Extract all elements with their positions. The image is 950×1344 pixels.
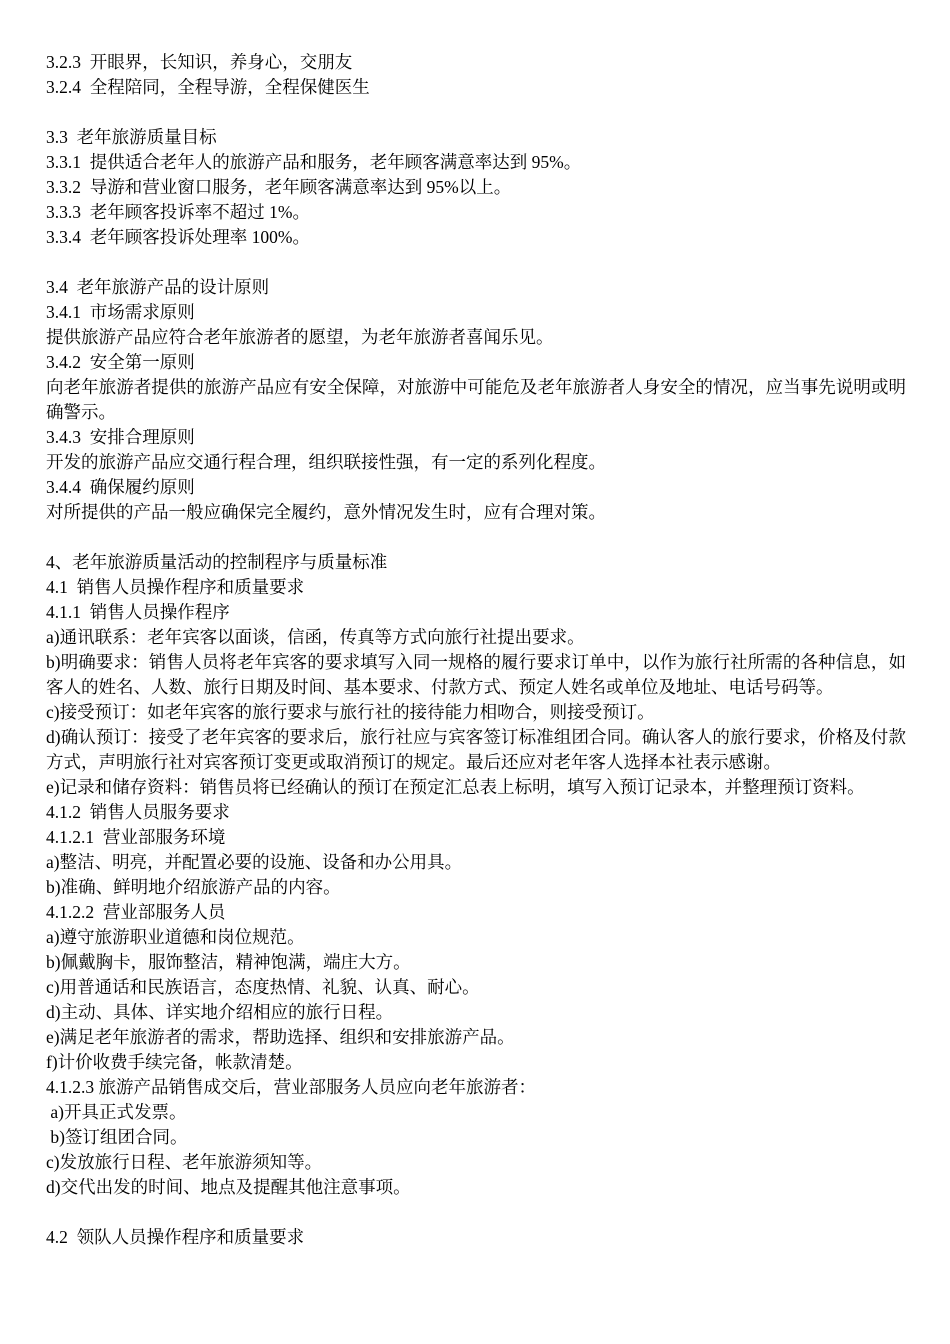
list-item-4-1-1-e: e)记录和储存资料：销售员将已经确认的预订在预定汇总表上标明，填写入预订记录本，并整理预订资料。 xyxy=(46,777,865,797)
blank-line xyxy=(46,1200,906,1225)
blank-line xyxy=(46,525,906,550)
blank-line xyxy=(46,100,906,125)
heading-3-4: 3.4 老年旅游产品的设计原则 xyxy=(46,277,270,297)
section-3-3-4: 3.3.4 老年顾客投诉处理率 100%。 xyxy=(46,227,310,247)
list-item-4-1-2-2-b: b)佩戴胸卡，服饰整洁，精神饱满，端庄大方。 xyxy=(46,952,411,972)
heading-4-1-2-3: 4.1.2.3 旅游产品销售成交后，营业部服务人员应向老年旅游者： xyxy=(46,1077,536,1097)
list-item-4-1-2-1-b: b)准确、鲜明地介绍旅游产品的内容。 xyxy=(46,877,341,897)
paragraph-3-4-3: 开发的旅游产品应交通行程合理，组织联接性强，有一定的系列化程度。 xyxy=(46,452,606,472)
heading-3-4-4: 3.4.4 确保履约原则 xyxy=(46,477,195,497)
section-3-3-3: 3.3.3 老年顾客投诉率不超过 1%。 xyxy=(46,202,310,222)
list-item-4-1-2-1-a: a)整洁、明亮，并配置必要的设施、设备和办公用具。 xyxy=(46,852,463,872)
section-3-3-2: 3.3.2 导游和营业窗口服务，老年顾客满意率达到 95%以上。 xyxy=(46,177,512,197)
list-item-4-1-2-3-d: d)交代出发的时间、地点及提醒其他注意事项。 xyxy=(46,1177,411,1197)
list-item-4-1-2-2-d: d)主动、具体、详实地介绍相应的旅行日程。 xyxy=(46,1002,394,1022)
heading-4-2: 4.2 领队人员操作程序和质量要求 xyxy=(46,1227,305,1247)
heading-4-1-2-1: 4.1.2.1 营业部服务环境 xyxy=(46,827,226,847)
blank-line xyxy=(46,250,906,275)
paragraph-3-4-4: 对所提供的产品一般应确保完全履约，意外情况发生时，应有合理对策。 xyxy=(46,502,606,522)
paragraph-3-4-2: 向老年旅游者提供的旅游产品应有安全保障，对旅游中可能危及老年旅游者人身安全的情况，应当事先说明或明确警示。 xyxy=(46,377,906,422)
heading-3-4-1: 3.4.1 市场需求原则 xyxy=(46,302,195,322)
list-item-4-1-2-2-c: c)用普通话和民族语言，态度热情、礼貌、认真、耐心。 xyxy=(46,977,480,997)
list-item-4-1-1-a: a)通讯联系：老年宾客以面谈，信函，传真等方式向旅行社提出要求。 xyxy=(46,627,585,647)
heading-4-1: 4.1 销售人员操作程序和质量要求 xyxy=(46,577,305,597)
heading-3-3: 3.3 老年旅游质量目标 xyxy=(46,127,217,147)
heading-4: 4、老年旅游质量活动的控制程序与质量标准 xyxy=(46,552,388,572)
document-page xyxy=(46,50,906,1250)
list-item-4-1-1-b: b)明确要求：销售人员将老年宾客的要求填写入同一规格的履行要求订单中，以作为旅行社所需的各种信息，如客人的姓名、人数、旅行日期及时间、基本要求、付款方式、预定人姓名或单位及地址、电话号码等。 xyxy=(46,652,906,697)
paragraph-3-4-1: 提供旅游产品应符合老年旅游者的愿望，为老年旅游者喜闻乐见。 xyxy=(46,327,554,347)
heading-3-4-3: 3.4.3 安排合理原则 xyxy=(46,427,195,447)
section-3-3-1: 3.3.1 提供适合老年人的旅游产品和服务，老年顾客满意率达到 95%。 xyxy=(46,152,582,172)
list-item-4-1-2-3-a: a)开具正式发票。 xyxy=(46,1102,187,1122)
list-item-4-1-2-2-f: f)计价收费手续完备，帐款清楚。 xyxy=(46,1052,303,1072)
list-item-4-1-1-c: c)接受预订：如老年宾客的旅行要求与旅行社的接待能力相吻合，则接受预订。 xyxy=(46,702,655,722)
heading-4-1-1: 4.1.1 销售人员操作程序 xyxy=(46,602,230,622)
list-item-4-1-2-3-c: c)发放旅行日程、老年旅游须知等。 xyxy=(46,1152,323,1172)
heading-4-1-2-2: 4.1.2.2 营业部服务人员 xyxy=(46,902,226,922)
heading-4-1-2: 4.1.2 销售人员服务要求 xyxy=(46,802,230,822)
section-3-2-3: 3.2.3 开眼界，长知识，养身心，交朋友 xyxy=(46,52,353,72)
list-item-4-1-2-2-a: a)遵守旅游职业道德和岗位规范。 xyxy=(46,927,305,947)
list-item-4-1-2-3-b: b)签订组团合同。 xyxy=(46,1127,188,1147)
section-3-2-4: 3.2.4 全程陪同，全程导游，全程保健医生 xyxy=(46,77,370,97)
list-item-4-1-1-d: d)确认预订：接受了老年宾客的要求后，旅行社应与宾客签订标准组团合同。确认客人的旅行要求，价格及付款方式，声明旅行社对宾客预订变更或取消预订的规定。最后还应对老年客人选择本社表示感谢。 xyxy=(46,727,906,772)
list-item-4-1-2-2-e: e)满足老年旅游者的需求，帮助选择、组织和安排旅游产品。 xyxy=(46,1027,515,1047)
heading-3-4-2: 3.4.2 安全第一原则 xyxy=(46,352,195,372)
